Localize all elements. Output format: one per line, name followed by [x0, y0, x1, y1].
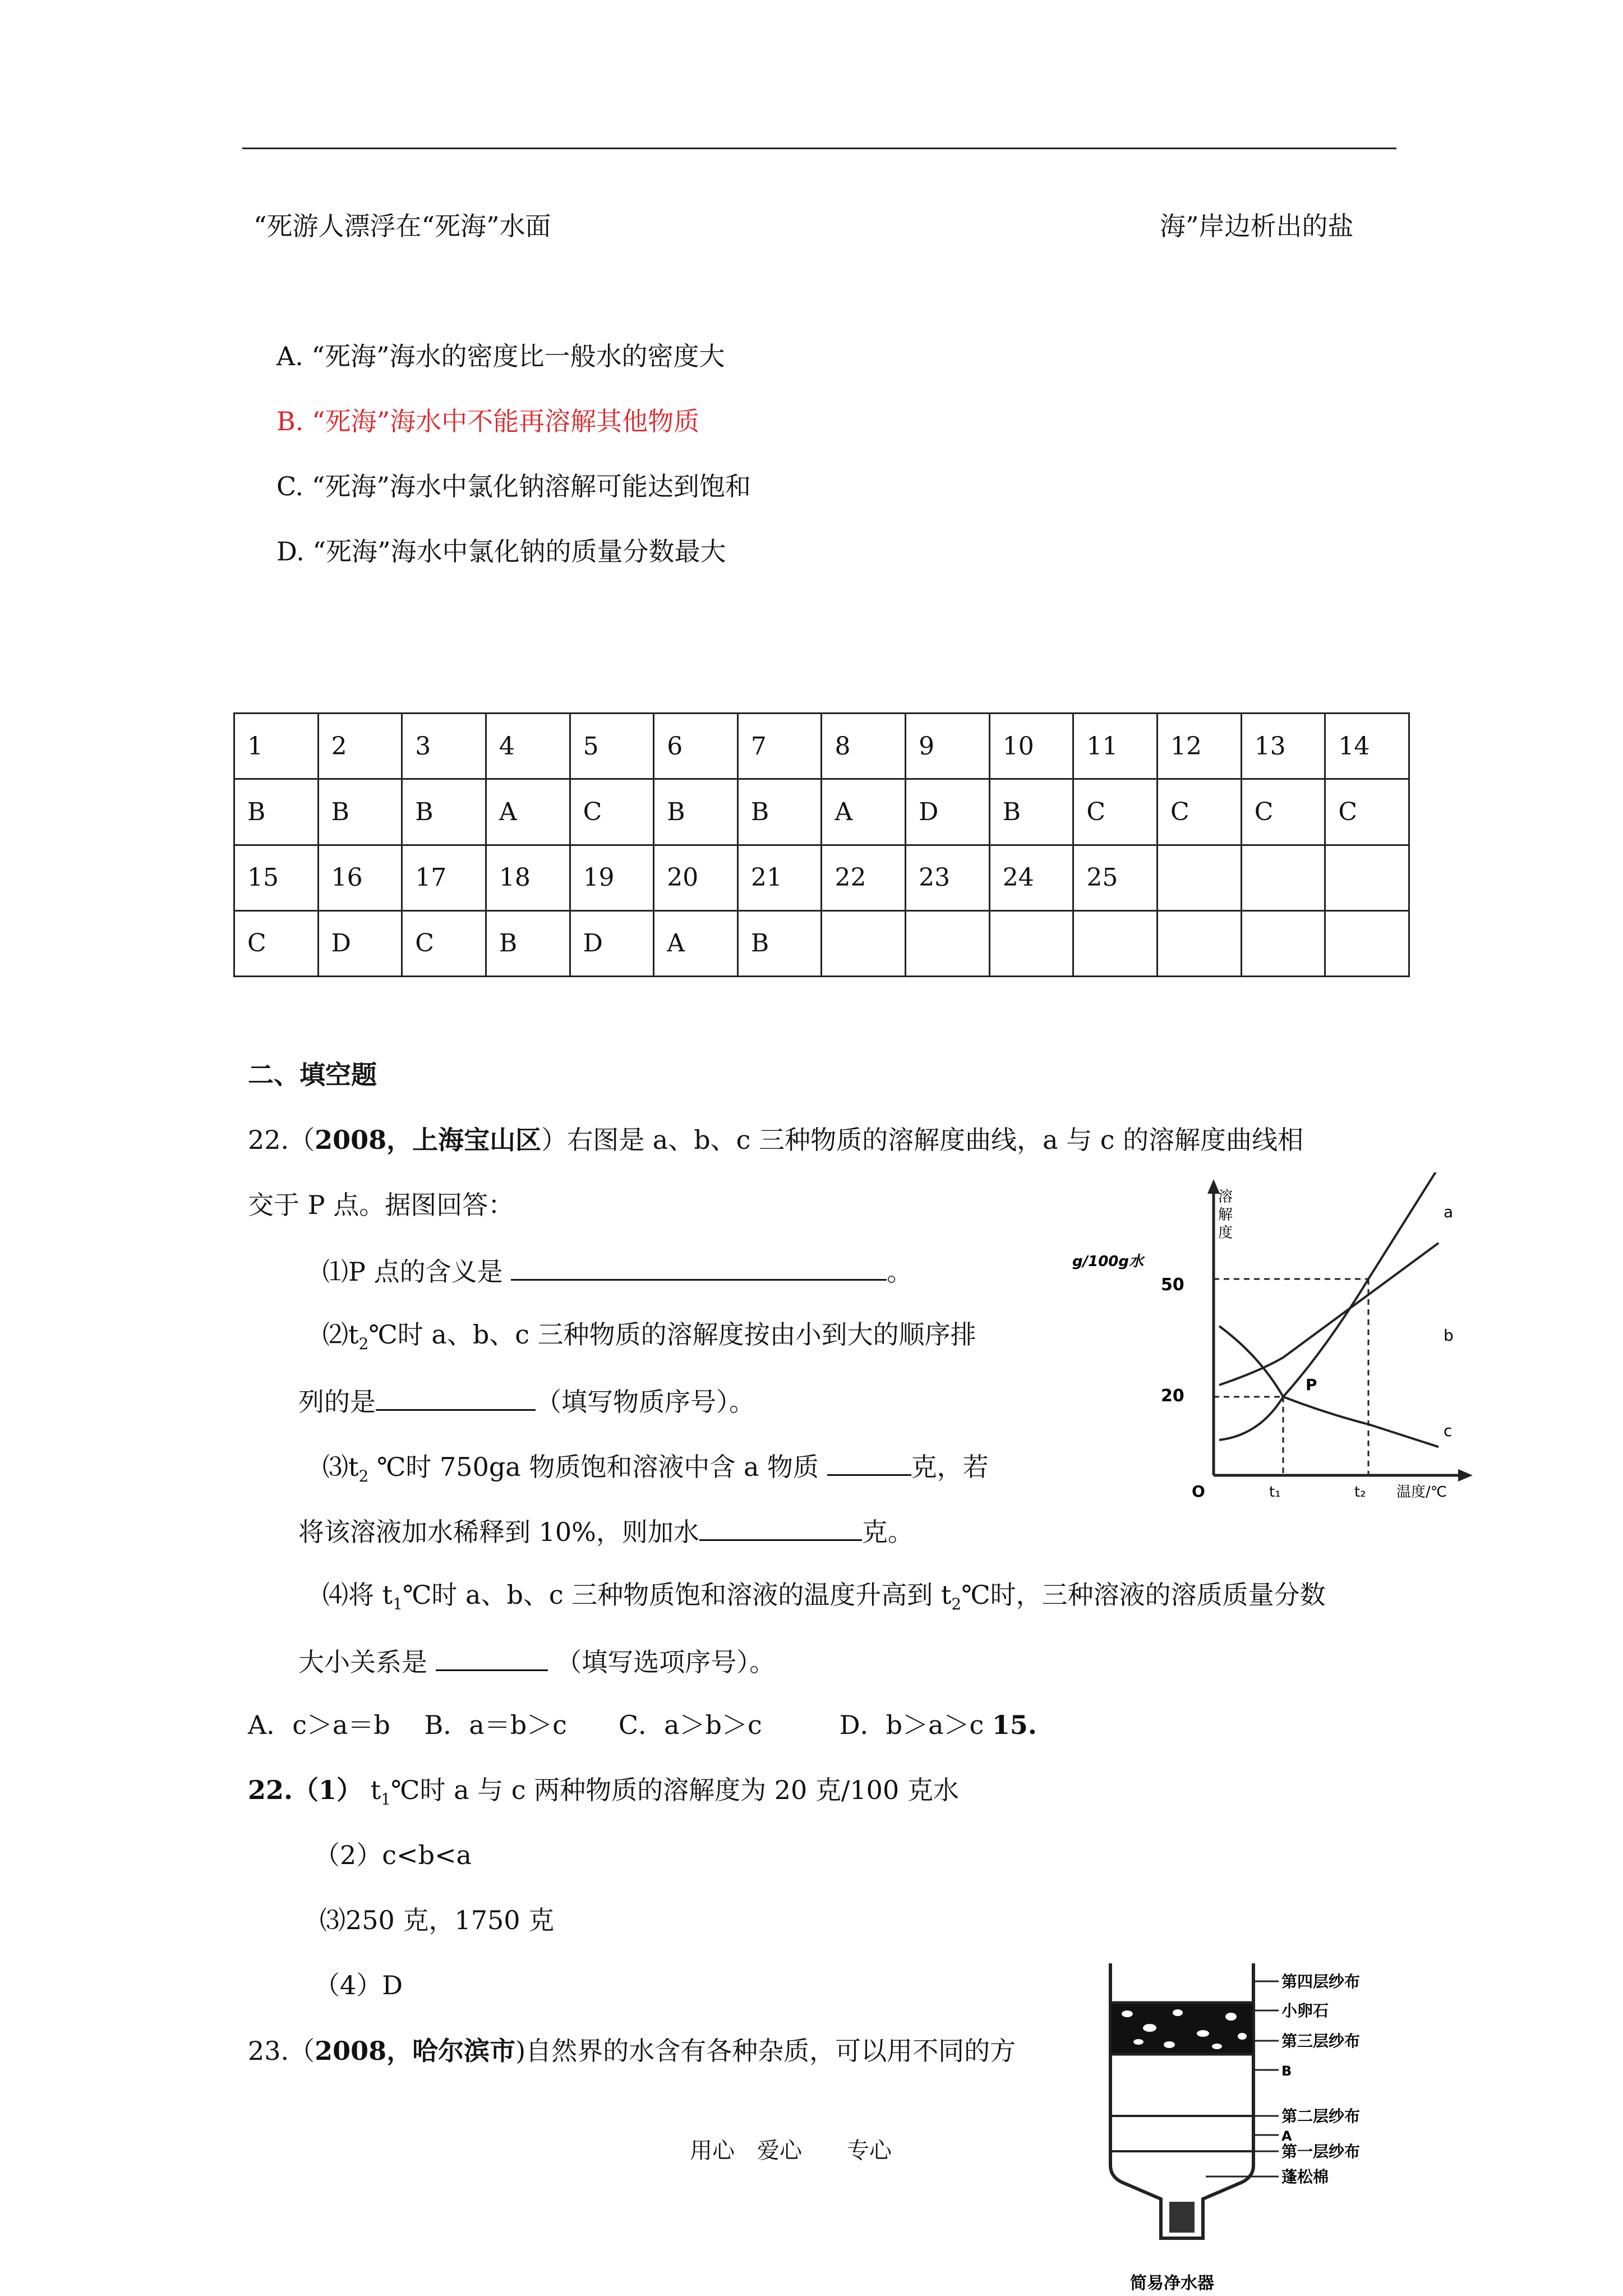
- q22-answer-1: 22.（1） $t_1℃$时 a 与 c 两种物质的溶解度为 20 克/100 克水: [248, 1775, 959, 1809]
- table-cell: 13: [1241, 714, 1325, 779]
- blank-p4[interactable]: [436, 1647, 548, 1671]
- option-c: C. “死海”海水中氯化钠溶解可能达到饱和: [276, 471, 751, 501]
- point-p-label: P: [1306, 1375, 1317, 1394]
- table-cell: 21: [737, 845, 822, 910]
- q22-stem-line2: 交于 P 点。据图回答：: [248, 1190, 514, 1220]
- section-title: 二、填空题: [248, 1060, 377, 1090]
- label-gauze-4: 第四层纱布: [1281, 1972, 1361, 1991]
- table-cell: A: [486, 779, 570, 845]
- q23-stem: 23.（2008，哈尔滨市)自然界的水含有各种杂质，可以用不同的方: [248, 2036, 1016, 2066]
- series-line-a: [1219, 1172, 1436, 1440]
- table-cell: [989, 910, 1073, 976]
- table-cell: C: [1325, 779, 1409, 845]
- table-cell: D: [570, 910, 654, 976]
- table-cell: [822, 910, 906, 976]
- table-cell: D: [906, 779, 990, 845]
- q22-answer-3: ⑶250 克，1750 克: [320, 1905, 555, 1935]
- q22-part3-line2: 将该溶液加水稀释到 10%，则加水 克。: [298, 1517, 914, 1547]
- table-cell: C: [570, 779, 654, 845]
- footer: 用心 爱心 专心: [690, 2138, 892, 2164]
- y-title-2: 解: [1218, 1207, 1233, 1223]
- table-row: [234, 910, 1409, 976]
- table-cell: C: [1073, 779, 1158, 845]
- table-cell: [906, 910, 990, 976]
- table-cell: B: [318, 779, 402, 845]
- label-pebbles: 小卵石: [1281, 2001, 1329, 2020]
- caption-right: 海”岸边析出的盐: [1160, 211, 1354, 241]
- q22-part4-line2: 大小关系是 （填写选项序号）。: [298, 1647, 776, 1677]
- series-label-c: c: [1444, 1421, 1453, 1440]
- option-b: B. “死海”海水中不能再溶解其他物质: [276, 406, 700, 436]
- q22-choices: A．c＞a＝b B．a＝b＞c C．a＞b＞c D．b＞a＞c 15.: [248, 1710, 1037, 1740]
- table-cell: 20: [654, 845, 738, 910]
- table-cell: [1325, 845, 1409, 910]
- table-row: [234, 714, 1409, 779]
- table-cell: A: [654, 910, 738, 976]
- table-cell: C: [234, 910, 319, 976]
- origin-label: O: [1192, 1482, 1205, 1498]
- table-cell: 14: [1325, 714, 1409, 779]
- table-cell: 24: [989, 845, 1073, 910]
- blank-p1[interactable]: [511, 1257, 887, 1281]
- table-cell: B: [234, 779, 319, 845]
- header-rule: [242, 148, 1396, 149]
- table-cell: 16: [318, 845, 402, 910]
- x-title: 温度/℃: [1396, 1484, 1447, 1498]
- answer-table: [233, 712, 1410, 977]
- q22-part3-line1: $⑶t_2$ ℃时 750ga 物质饱和溶液中含 a 物质 克，若: [322, 1452, 989, 1486]
- table-cell: C: [1158, 779, 1242, 845]
- x-axis-arrow: [1458, 1469, 1473, 1481]
- q22-answer-4: （4）D: [314, 1970, 403, 2000]
- y-unit-label: g/100g水: [1072, 1253, 1144, 1270]
- blank-p3b[interactable]: [699, 1517, 862, 1541]
- label-a: A: [1281, 2128, 1292, 2144]
- blank-p2[interactable]: [376, 1387, 536, 1411]
- table-cell: 9: [906, 714, 990, 779]
- table-cell: A: [822, 779, 906, 845]
- table-cell: 5: [570, 714, 654, 779]
- option-d: D. “死海”海水中氯化钠的质量分数最大: [276, 536, 726, 567]
- table-cell: 17: [402, 845, 486, 910]
- table-cell: B: [737, 779, 822, 845]
- caption-left: “死游人漂浮在“死海”水面: [253, 211, 551, 241]
- x-tick-t1: t₁: [1269, 1484, 1281, 1498]
- series-label-a: a: [1444, 1203, 1454, 1221]
- table-cell: [1158, 845, 1242, 910]
- label-gauze-1: 第一层纱布: [1281, 2142, 1361, 2161]
- q22-answer-2: （2）c<b<a: [314, 1840, 472, 1870]
- label-gauze-3: 第三层纱布: [1281, 2032, 1361, 2050]
- q22-part2-line2: 列的是 （填写物质序号）。: [298, 1387, 755, 1417]
- table-cell: B: [654, 779, 738, 845]
- y-title-3: 度: [1218, 1225, 1233, 1241]
- table-cell: 19: [570, 845, 654, 910]
- table-cell: 1: [234, 714, 319, 779]
- table-row: [234, 779, 1409, 845]
- q22-part2-line1: $⑵t_2℃$时 a、b、c 三种物质的溶解度按由小到大的顺序排: [322, 1319, 976, 1354]
- diagram-caption: 简易净水器: [1130, 2274, 1214, 2293]
- table-cell: D: [318, 910, 402, 976]
- cotton-plug: [1169, 2202, 1195, 2233]
- table-cell: 4: [486, 714, 570, 779]
- table-cell: 12: [1158, 714, 1242, 779]
- table-cell: C: [402, 910, 486, 976]
- gravel-layer: [1112, 2003, 1252, 2053]
- table-cell: 15: [234, 845, 319, 910]
- table-cell: B: [402, 779, 486, 845]
- q22-stem-line1: 22.（2008，上海宝山区）右图是 a、b、c 三种物质的溶解度曲线，a 与 c 的溶解度曲线相: [248, 1125, 1304, 1155]
- table-cell: 3: [402, 714, 486, 779]
- label-b: B: [1281, 2063, 1292, 2079]
- table-cell: [1158, 910, 1242, 976]
- blank-p3a[interactable]: [827, 1452, 911, 1476]
- table-row: [234, 845, 1409, 910]
- table-cell: B: [486, 910, 570, 976]
- table-cell: B: [737, 910, 822, 976]
- table-cell: 2: [318, 714, 402, 779]
- table-cell: 22: [822, 845, 906, 910]
- label-gauze-2: 第二层纱布: [1281, 2107, 1361, 2125]
- solubility-chart: [1071, 1172, 1475, 1498]
- q22-part1: ⑴P 点的含义是 。: [322, 1257, 913, 1287]
- table-cell: [1241, 845, 1325, 910]
- table-cell: [1073, 910, 1158, 976]
- y-title-1: 溶: [1218, 1189, 1233, 1205]
- table-cell: B: [989, 779, 1073, 845]
- label-cotton: 蓬松棉: [1281, 2168, 1329, 2186]
- table-cell: C: [1241, 779, 1325, 845]
- table-cell: 6: [654, 714, 738, 779]
- table-cell: 8: [822, 714, 906, 779]
- table-cell: [1325, 910, 1409, 976]
- table-cell: 25: [1073, 845, 1158, 910]
- q22-part4-line1: ⑷将 $t_1℃$时 a、b、c 三种物质饱和溶液的温度升高到 $t_2℃$时，三种溶液的溶质质量分数: [322, 1580, 1326, 1614]
- table-cell: 11: [1073, 714, 1158, 779]
- table-cell: 18: [486, 845, 570, 910]
- table-cell: 7: [737, 714, 822, 779]
- series-label-b: b: [1444, 1326, 1454, 1345]
- y-tick-50: 50: [1161, 1275, 1184, 1295]
- option-a: A. “死海”海水的密度比一般水的密度大: [276, 341, 725, 371]
- table-cell: [1241, 910, 1325, 976]
- series-line-b: [1219, 1243, 1438, 1385]
- filter-diagram: [1099, 1958, 1481, 2294]
- x-tick-t2: t₂: [1354, 1484, 1366, 1498]
- table-cell: 23: [906, 845, 990, 910]
- table-cell: 10: [989, 714, 1073, 779]
- y-tick-20: 20: [1161, 1386, 1184, 1406]
